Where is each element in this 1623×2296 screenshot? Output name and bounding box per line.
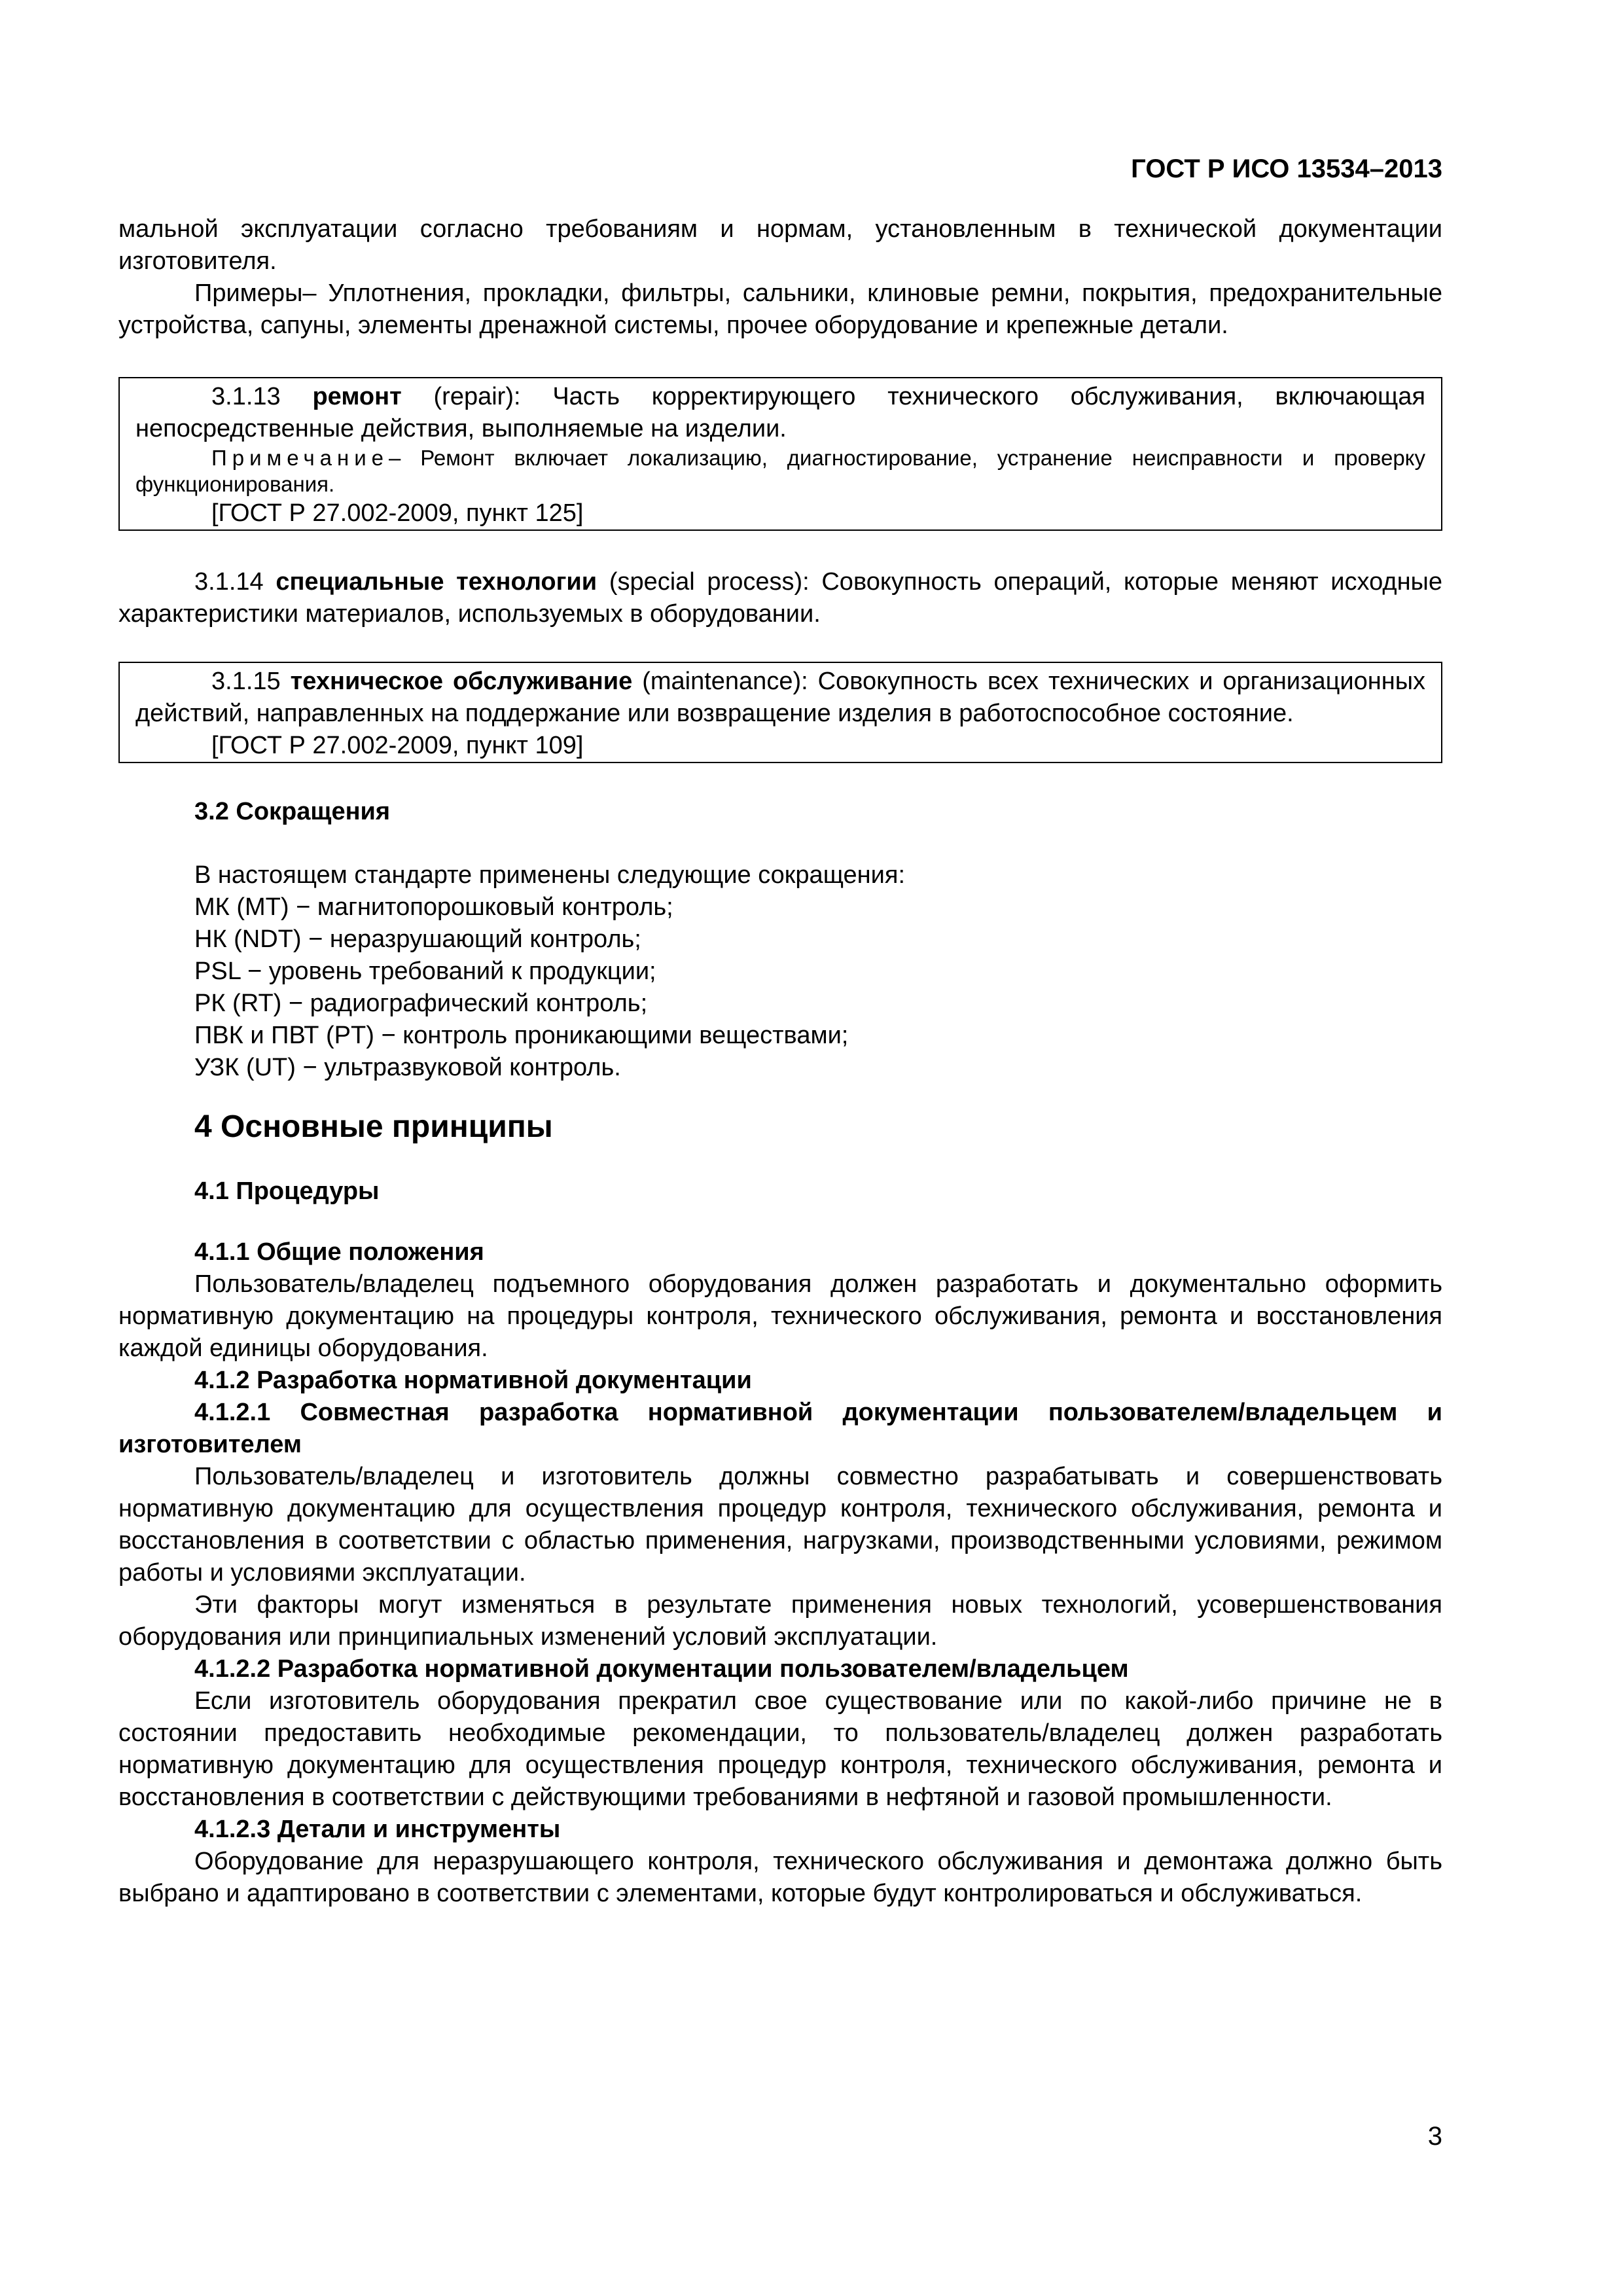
definition-term: техническое обслуживание [290, 668, 633, 695]
examples-paragraph: Примеры– Уплотнения, прокладки, фильтры, сальники, клиновые ремни, покрытия, предохранительные устройства, сапуны, элементы дренажной системы, прочее оборудование и крепежные детали. [118, 279, 1442, 339]
definition-number: 3.1.14 [194, 568, 264, 596]
page-number: 3 [1427, 2122, 1442, 2151]
definition-text: (special process): Совокупность операций, которые меняют исходные характеристики материалов, используемых в оборудовании. [118, 568, 1443, 628]
section-4-1-2-3-paragraph: Оборудование для неразрушающего контроля, технического обслуживания и демонтажа должно быть выбрано и адаптировано в соответствии с элементами, которые будут контролироваться и обслуживаться. [118, 1848, 1442, 1907]
definition-number: 3.1.13 [211, 383, 281, 410]
section-4-1-1-paragraph: Пользователь/владелец подъемного оборудования должен разработать и документально оформить нормативную документацию на процедуры контроля, технического обслуживания, ремонта и восстановления каждой единицы оборудования. [118, 1270, 1442, 1362]
section-4-1-2-2-paragraph: Если изготовитель оборудования прекратил свое существование или по какой-либо причине не в состоянии предоставить необходимые рекомендации, то пользователь/владелец должен разработать нормативную документацию для осуществления процедур контроля, технического обслуживания, ремонта и восстановления в соответствии с действующими требованиями в нефтяной и газовой промышленности. [118, 1687, 1442, 1811]
definition-note [135, 445, 1425, 497]
note-label: Примечание [211, 446, 389, 470]
definition-box-3-1-15 [118, 662, 1442, 763]
section-4-1-2-3-heading: 4.1.2.3 Детали и инструменты [194, 1816, 561, 1843]
document-body [118, 213, 1442, 1910]
definition-reference: [ГОСТ Р 27.002-2009, пункт 125] [211, 499, 584, 527]
list-item: PSL − уровень требований к продукции; [194, 958, 656, 985]
definition-text: (maintenance): Совокупность всех технических и организационных действий, направленных на поддержание или возвращение изделия в работоспособное состояние. [135, 668, 1426, 727]
definition-reference: [ГОСТ Р 27.002-2009, пункт 109] [211, 732, 584, 759]
list-item: НК (NDT) − неразрушающий контроль; [194, 925, 641, 953]
note-text: – Ремонт включает локализацию, диагностирование, устранение неисправности и проверку функционирования. [135, 446, 1425, 496]
definition-3-1-15 [135, 666, 1425, 730]
section-4-1-2-1-paragraph-a: Пользователь/владелец и изготовитель должны совместно разрабатывать и совершенствовать нормативную документацию для осуществления процедур контроля, технического обслуживания, ремонта и восстановления в соответствии с областью применения, нагрузками, производственными условиями, режимом работы и условиями эксплуатации. [118, 1463, 1442, 1587]
definition-3-1-13 [135, 381, 1425, 445]
section-4-1-2-2-heading: 4.1.2.2 Разработка нормативной документации пользователем/владельцем [194, 1655, 1129, 1683]
section-4-1-2-1-paragraph-b: Эти факторы могут изменяться в результате применения новых технологий, усовершенствования оборудования или принципиальных изменений условий эксплуатации. [118, 1591, 1442, 1651]
definition-3-1-14 [118, 566, 1442, 630]
definition-term: ремонт [312, 383, 402, 410]
document-id-header: ГОСТ Р ИСО 13534–2013 [1131, 154, 1442, 183]
section-4-1-2-heading: 4.1.2 Разработка нормативной документации [194, 1367, 752, 1394]
section-4-heading: 4 Основные принципы [194, 1109, 553, 1144]
abbreviations-intro: В настоящем стандарте применены следующие сокращения: [194, 861, 906, 889]
list-item: УЗК (UT) − ультразвуковой контроль. [194, 1054, 621, 1081]
abbreviations-list [118, 859, 1442, 1084]
section-4-1-1-heading: 4.1.1 Общие положения [194, 1238, 484, 1266]
definition-text: (repair): Часть корректирующего технического обслуживания, включающая непосредственные действия, выполняемые на изделии. [135, 383, 1426, 442]
list-item: РК (RT) − радиографический контроль; [194, 990, 648, 1017]
section-3-2-heading: 3.2 Сокращения [194, 798, 391, 825]
section-4-1-heading: 4.1 Процедуры [194, 1177, 380, 1205]
definition-box-3-1-13 [118, 377, 1442, 531]
intro-paragraph-continuation: мальной эксплуатации согласно требованиям и нормам, установленным в технической документации изготовителя. [118, 215, 1442, 275]
list-item: ПВК и ПВТ (PT) − контроль проникающими веществами; [194, 1022, 849, 1049]
list-item: МК (MT) − магнитопорошковый контроль; [194, 893, 673, 921]
definition-term: специальные технологии [276, 568, 597, 596]
definition-number: 3.1.15 [211, 668, 281, 695]
section-4-1-2-1-heading: 4.1.2.1 Совместная разработка нормативной документации пользователем/владельцем и изготовителем [118, 1399, 1442, 1458]
